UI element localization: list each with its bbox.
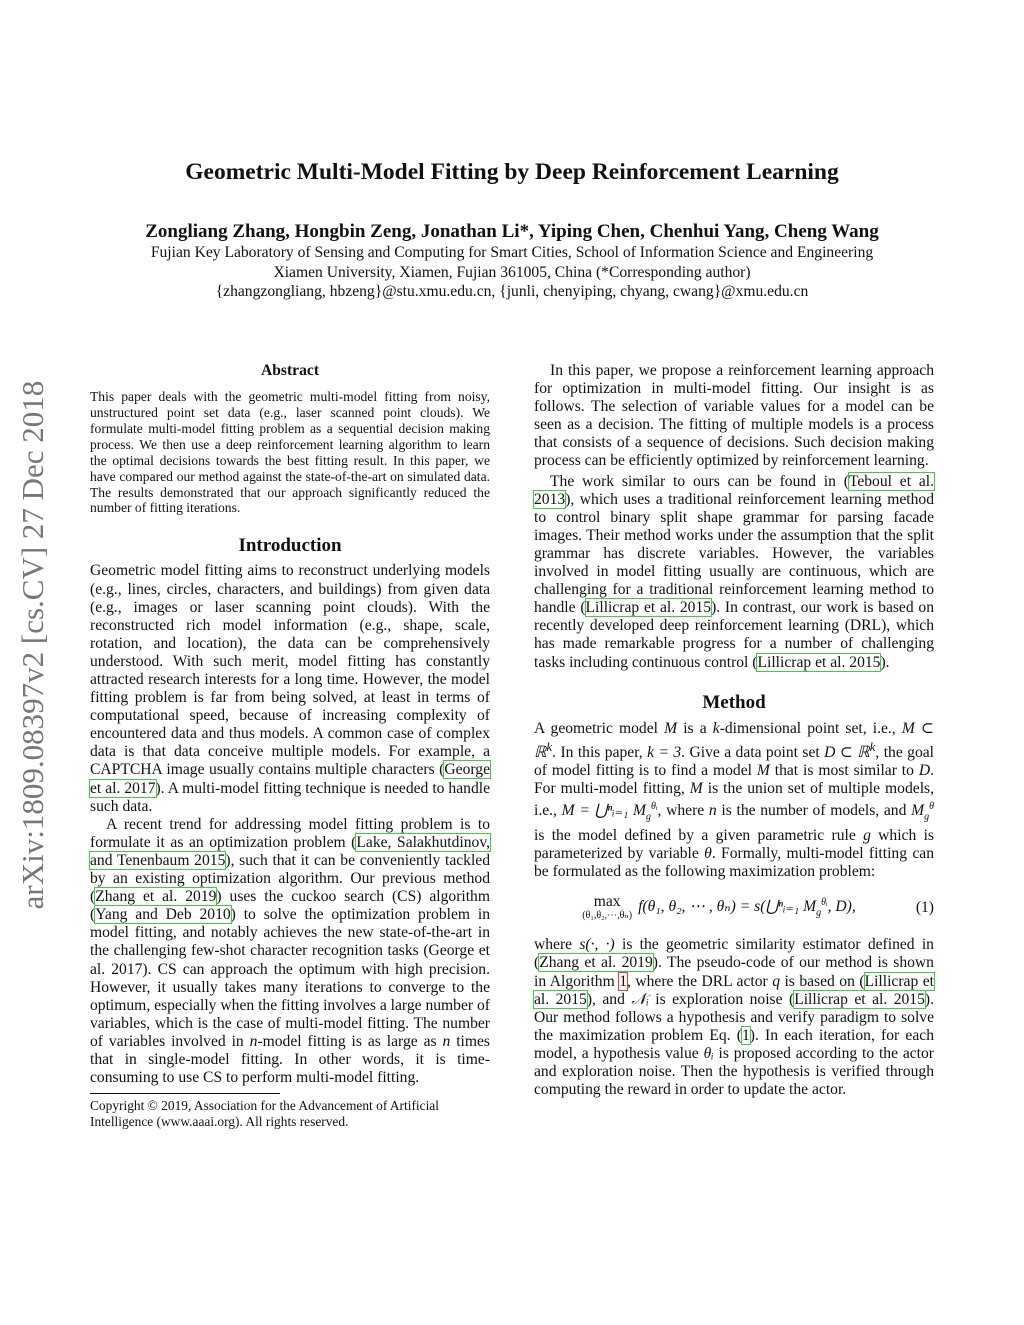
author-list: Zongliang Zhang, Hongbin Zeng, Jonathan Li*, Yiping Chen, Chenhui Yang, Cheng Wang [145, 221, 879, 242]
intro-paragraph-2: A recent trend for addressing model fitting problem is to formulate it as an optimization problem (Lake, Salakhutdinov, and Tenenbaum 2015), such that it can be conveniently tackled by an existing optimization algorithm. Our previous method (Zhang et al. 2019) uses the cuckoo search (CS) algorithm (Yang and Deb 2010) to solve the optimization problem in model fitting, and notably achieves the new state-of-the-art in the challenging few-shot character recognition tasks (George et al. 2017). CS can approach the optimum with high precision. However, it usually takes many iterations to converge to the optimum, especially when the fitting involves a large number of variables, which is the case of multi-model fitting. The number of variables involved in n-model fitting is as large as n times that in single-model fitting. In other words, it is time-consuming to use CS to perform multi-model fitting. [90, 815, 491, 1087]
introduction-heading: Introduction [238, 535, 342, 557]
equation-body: max (θ₁,θ₂,⋯,θₙ) f(θ₁, θ₂, ⋯ , θₙ) = s(⋃ⁿᵢ₌₁ $M_g^{\theta ᵢ}$, D), [582, 893, 856, 922]
method-paragraph-2: where s(·, ·) is the geometric similarity estimator defined in (Zhang et al. 2019). The pseudo-code of our method is shown in Algorithm 1, where the DRL actor q is based on (Lillicrap et al. 2015), and 𝒩ᵢ is exploration noise (Lillicrap et al. 2015). Our method follows a hypothesis and verify paradigm to solve the maximization problem Eq. (1). In each iteration, for each model, a hypothesis value θᵢ is proposed according to the actor and exploration noise. Then the hypothesis is verified through computing the reward in order to update the actor. [534, 936, 935, 1099]
method-paragraph-1: A geometric model M is a k-dimensional point set, i.e., M ⊂ ℝ$^k$. In this paper, k = 3. Give a data point set D ⊂ ℝ$^k$, the goal of model fitting is to find a model M that is most similar to D. For multi-model fitting, M is the union set of multiple models, i.e., M = ⋃ⁿᵢ₌₁ $M_g^{\theta ᵢ}$, where n is the number of models, and $M_g^\theta$ is the model defined by a given parametric rule g which is parameterized by variable θ. Formally, multi-model fitting can be formulated as the following maximization problem: [534, 719, 935, 880]
arxiv-side-stamp: arXiv:1809.08397v2 [cs.CV] 27 Dec 2018 [15, 380, 50, 910]
citation-link[interactable]: Teboul et al. 2013 [534, 472, 934, 508]
right-column [534, 362, 934, 1099]
citation-link[interactable]: George et al. 2017 [90, 761, 490, 797]
right-paragraph-1: In this paper, we propose a reinforcement learning approach for optimization in multi-model fitting. Our insight is as follows. The selection of variable values for a model can be seen as a decision. The fitting of multiple models is a process that consists of a sequence of decisions. Such decision making process can be efficiently optimized by reinforcement learning. [534, 362, 934, 470]
citation-link[interactable]: Lillicrap et al. 2015 [585, 599, 712, 617]
affiliation-block [60, 243, 964, 302]
citation-link[interactable]: Lillicrap et al. 2015 [757, 653, 881, 671]
citation-link[interactable]: Zhang et al. 2019 [539, 954, 653, 972]
citation-link[interactable]: Lake, Salakhutdinov, and Tenenbaum 2015 [90, 833, 490, 869]
equation-number: (1) [915, 899, 934, 917]
right-paragraph-2: The work similar to ours can be found in (Teboul et al. 2013), which uses a traditional reinforcement learning method to control binary split shape grammar for parsing facade images. Their method works under the assumption that the split grammar has discrete variables. However, the variables involved in model fitting usually are continuous, which are challenging for a traditional reinforcement learning method to handle (Lillicrap et al. 2015). In contrast, our work is based on recently developed deep reinforcement learning (DRL), which has made remarkable progress for a number of challenging tasks including continuous control (Lillicrap et al. 2015). [534, 472, 934, 671]
algorithm-ref-link[interactable]: 1 [619, 972, 627, 990]
copyright-footnote: Copyright © 2019, Association for the Advancement of Artificial Intelligence (www.aaai.org). All rights reserved. [90, 1098, 439, 1130]
affiliation-line-1: Fujian Key Laboratory of Sensing and Computing for Smart Cities, School of Information Science and Engineering [150, 244, 874, 261]
author-emails: {zhangzongliang, hbzeng}@stu.xmu.edu.cn, {junli, chenyiping, chyang, cwang}@xmu.edu.cn [215, 283, 809, 300]
citation-link[interactable]: Lillicrap et al. 2015 [534, 972, 934, 1008]
equation-1 [534, 894, 934, 922]
paper-title: Geometric Multi-Model Fitting by Deep Reinforcement Learning [185, 159, 839, 185]
abstract-heading: Abstract [260, 362, 320, 379]
citation-link[interactable]: Lillicrap et al. 2015 [794, 990, 925, 1008]
citation-link[interactable]: Zhang et al. 2019 [95, 888, 217, 906]
intro-paragraph-1: Geometric model fitting aims to reconstruct underlying models (e.g., lines, circles, characters, and buildings) from given data (e.g., images or laser scanning point clouds). With the reconstructed rich model information (e.g., shape, scale, rotation, and location), the data can be comprehensively understood. With such merit, model fitting has constantly attracted research interests for a long time. However, the model fitting problem is far from being solved, at least in terms of computational speed, because of increasing complexity of encountered data and thus models. A common case of complex data is that data conceive multiple models. For example, a CAPTCHA image usually contains multiple characters (George et al. 2017). A multi-model fitting technique is needed to handle such data. [90, 562, 490, 815]
left-column [90, 362, 490, 1130]
citation-link[interactable]: Yang and Deb 2010 [95, 906, 231, 924]
equation-ref-link[interactable]: 1 [741, 1026, 750, 1044]
method-heading: Method [702, 691, 766, 713]
affiliation-line-2: Xiamen University, Xiamen, Fujian 361005, China (*Corresponding author) [273, 263, 751, 281]
footnote-rule [90, 1093, 280, 1094]
abstract-text: This paper deals with the geometric multi-model fitting from noisy, unstructured point set data (e.g., laser scanned point clouds). We formulate multi-model fitting problem as a sequential decision making process. We then use a deep reinforcement learning algorithm to learn the optimal decisions towards the best fitting result. In this paper, we have compared our method against the state-of-the-art on simulated data. The results demonstrated that our approach significantly reduced the number of fitting iterations. [90, 389, 490, 516]
